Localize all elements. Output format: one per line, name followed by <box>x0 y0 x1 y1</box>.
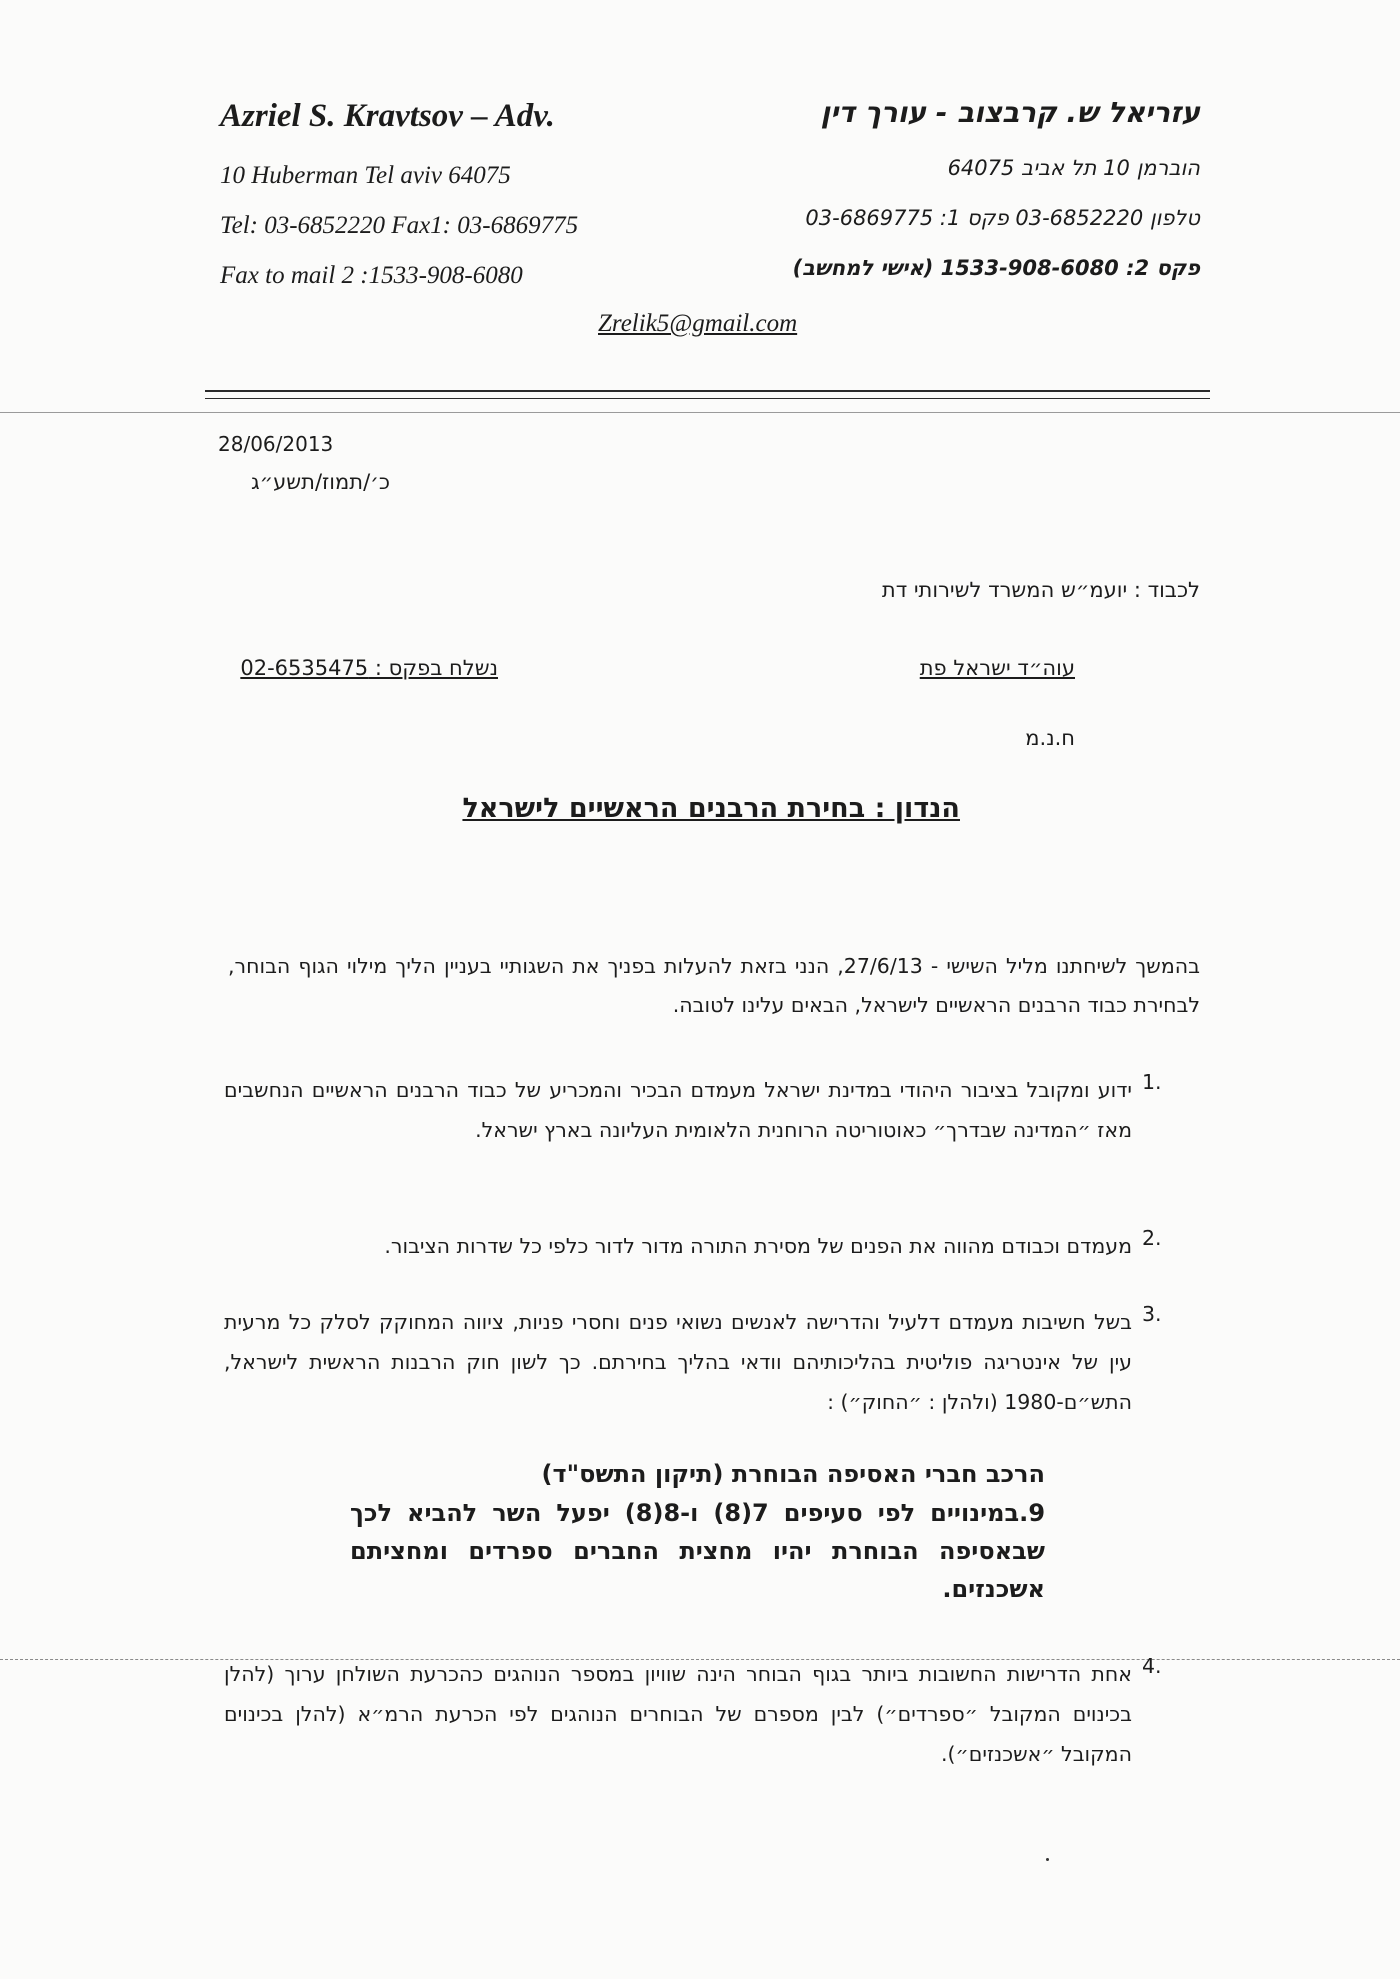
item-1-number: 1. <box>1142 1070 1162 1094</box>
recipient-line-1: לכבוד : יועמ״ש המשרד לשירותי דת <box>881 578 1200 602</box>
item-2-number: 2. <box>1142 1226 1162 1250</box>
letterhead-fax-he: פקס 2: 1533-908-6080 (אישי למחשב) <box>792 256 1200 280</box>
intro-paragraph: בהמשך לשיחתנו מליל השישי - 27/6/13, הנני בזאת להעלות בפניך את השגותיי בעניין הליך מילוי הגוף הבוחר, לבחירת כבוד הרבנים הראשיים לישראל, הבאים עלינו לטובה. <box>228 954 1200 1017</box>
page-edge-line <box>0 412 1400 413</box>
date-hebrew: כ׳/תמוז/תשע״ג <box>250 470 390 494</box>
letterhead-address-en: 10 Huberman Tel aviv 64075 <box>220 162 511 189</box>
letterhead-name-en: Azriel S. Kravtsov – Adv. <box>220 98 555 134</box>
subject-line: הנדון : בחירת הרבנים הראשיים לישראל <box>462 793 960 824</box>
letterhead-fax-en: Fax to mail 2 :1533-908-6080 <box>220 262 523 289</box>
item-3-text: בשל חשיבות מעמדם דלעיל והדרישה לאנשים נשואי פנים וחסרי פניות, ציווה המחוקק לסלק כל מרעית עין של אינטריגה פוליטית בהליכותיהם וודאי בהליך בחירתם. כך לשון חוק הרבנות הראשית לישראל, התש״ם-1980 (ולהלן : ״החוק״) : <box>224 1310 1132 1414</box>
letterhead-phone-en: Tel: 03-6852220 Fax1: 03-6869775 <box>220 212 579 239</box>
letterhead-divider <box>205 390 1210 392</box>
letterhead-phone-he: טלפון 03-6852220 פקס 1: 03-6869775 <box>805 206 1200 230</box>
scan-speck <box>1046 1858 1049 1861</box>
quote-body: 9.במינויים לפי סעיפים 7(8) ו-8(8) יפעל השר להביא לכך שבאסיפה הבוחרת יהיו מחצית החברים ספרדים ומחציתם אשכנזים. <box>350 1499 1046 1603</box>
letterhead-address-he: הוברמן 10 תל אביב 64075 <box>947 156 1200 180</box>
item-4-number: 4. <box>1142 1654 1162 1678</box>
date-gregorian: 28/06/2013 <box>218 432 334 456</box>
item-2-text: מעמדם וכבודם מהווה את הפנים של מסירת התורה מדור לדור כלפי כל שדרות הציבור. <box>384 1234 1132 1258</box>
item-4-text: אחת הדרישות החשובות ביותר בגוף הבוחר הינה שוויון במספר הנוהגים כהכרעת השולחן ערוך (להלן בכינוים המקובל ״ספרדים״) לבין מספרם של הבוחרים הנוהגים לפי הכרעת הרמ״א (להלן בכינוים המקובל ״אשכנזים״). <box>224 1662 1132 1766</box>
quote-heading: הרכב חברי האסיפה הבוחרת (תיקון התשס"ד) <box>541 1460 1045 1488</box>
letterhead-divider-thin <box>205 398 1210 399</box>
fax-note: נשלח בפקס : 02-6535475 <box>240 656 498 680</box>
letterhead-email[interactable]: Zrelik5@gmail.com <box>598 310 798 337</box>
recipient-line-3: ח.נ.מ <box>1025 726 1075 750</box>
letterhead-name-he: עזריאל ש. קרבצוב - עורך דין <box>820 96 1200 129</box>
item-3-number: 3. <box>1142 1302 1162 1326</box>
recipient-line-2: עוה״ד ישראל פת <box>919 656 1075 680</box>
item-1-text: ידוע ומקובל בציבור היהודי במדינת ישראל מעמדם הבכיר והמכריע של כבוד הרבנים הראשיים הנחשבים מאז ״המדינה שבדרך״ כאוטוריטה הרוחנית הלאומית העליונה בארץ ישראל. <box>224 1078 1132 1142</box>
